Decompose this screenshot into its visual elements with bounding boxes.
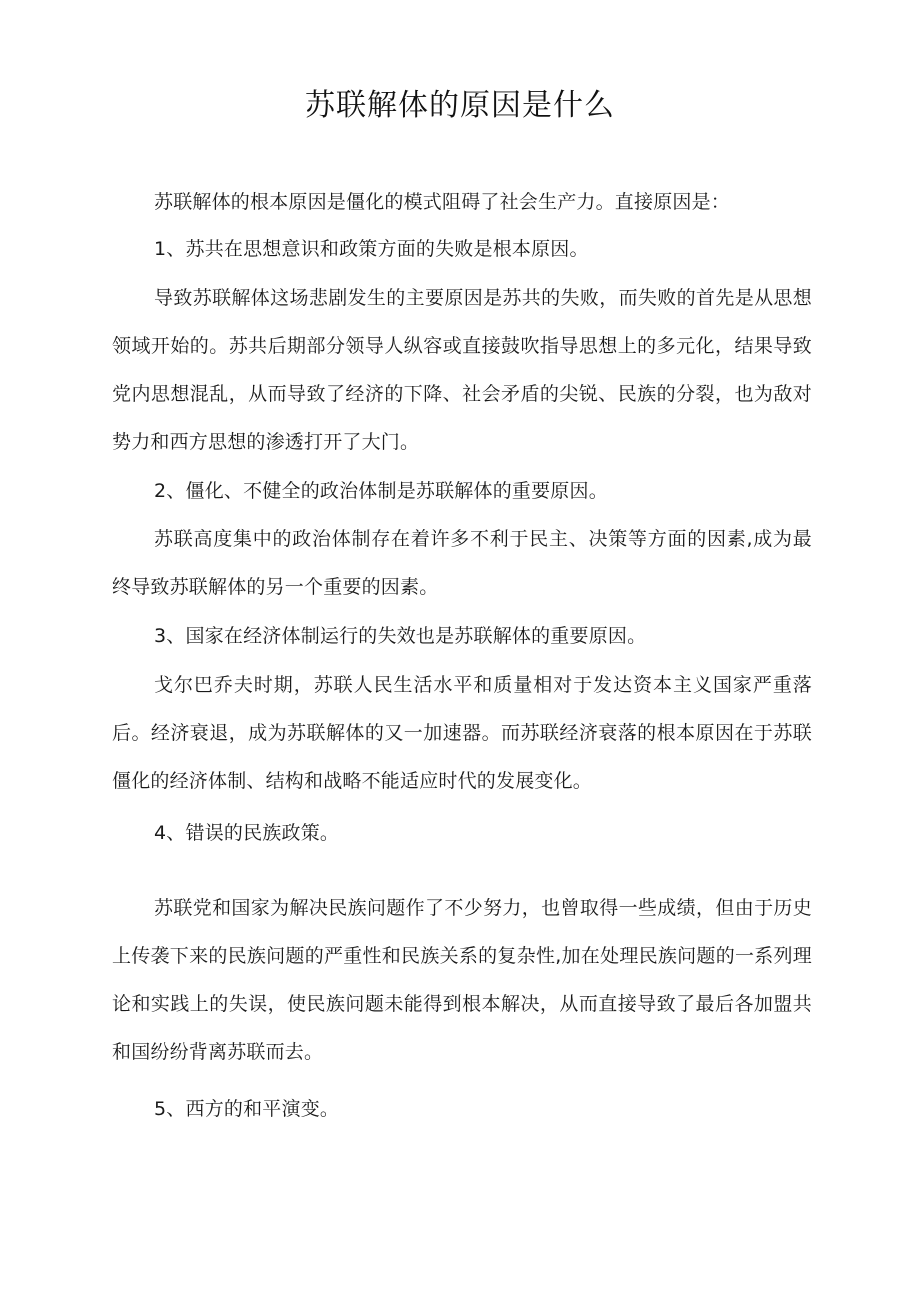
paragraph-reason-4: 苏联党和国家为解决民族问题作了不少努力，也曾取得一些成绩，但由于历史上传袭下来的民族问题的严重性和民族关系的复杂性,加在处理民族问题的一系列理论和实践上的失误，使民族问题未能得到根本解决，从而直接导致了最后各加盟共和国纷纷背离苏联而去。 [112,897,812,1063]
paragraph-reason-3: 戈尔巴乔夫时期，苏联人民生活水平和质量相对于发达资本主义国家严重落后。经济衰退，成为苏联解体的又一加速器。而苏联经济衰落的根本原因在于苏联僵化的经济体制、结构和战略不能适应时代的发展变化。 [112,674,812,792]
heading-reason-5: 5、西方的和平演变。 [154,1098,340,1120]
heading-reason-2: 2、僵化、不健全的政治体制是苏联解体的重要原因。 [154,480,608,502]
heading-reason-4: 4、错误的民族政策。 [154,822,340,844]
paragraph-intro: 苏联解体的根本原因是僵化的模式阻碍了社会生产力。直接原因是： [154,191,731,213]
paragraph-reason-1: 导致苏联解体这场悲剧发生的主要原因是苏共的失败，而失败的首先是从思想领域开始的。苏共后期部分领导人纵容或直接鼓吹指导思想上的多元化，结果导致党内思想混乱，从而导致了经济的下降、社会矛盾的尖锐、民族的分裂，也为敌对势力和西方思想的渗透打开了大门。 [112,287,812,453]
document-title: 苏联解体的原因是什么 [305,88,615,123]
heading-reason-1: 1、苏共在思想意识和政策方面的失败是根本原因。 [154,238,589,260]
paragraph-reason-2: 苏联高度集中的政治体制存在着许多不利于民主、决策等方面的因素,成为最终导致苏联解体的另一个重要的因素。 [112,528,812,598]
heading-reason-3: 3、国家在经济体制运行的失效也是苏联解体的重要原因。 [154,625,647,647]
